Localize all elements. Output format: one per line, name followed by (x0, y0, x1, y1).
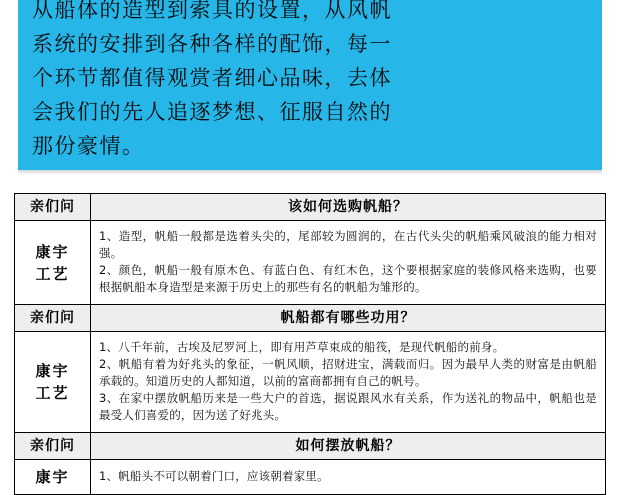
question-label-3: 亲们问 (15, 433, 91, 460)
answer-label-line-1: 康宇 (35, 242, 70, 261)
qa-table (14, 193, 606, 495)
question-label-2: 亲们问 (15, 305, 91, 332)
banner-line-2: 系统的安排到各种各样的配饰，每一 (32, 32, 392, 56)
table-row (15, 433, 606, 460)
banner-line-3: 个环节都值得观赏者细心品味，去体 (32, 66, 392, 90)
answer-paragraph: 1、造型，帆船一般都是选着头尖的，尾部较为圆润的，在古代头尖的帆船乘风破浪的能力相对强。 (99, 229, 597, 260)
answer-paragraph: 1、帆船头不可以朝着门口，应该朝着家里。 (99, 469, 329, 483)
banner-line-5: 那份豪情。 (32, 134, 145, 158)
question-text-2: 帆船都有哪些功用？ (91, 305, 606, 332)
answer-paragraph: 1、八千年前，古埃及尼罗河上，即有用芦草束成的船筏，是现代帆船的前身。 (99, 340, 505, 354)
answer-text-1 (91, 221, 606, 305)
answer-label-2 (15, 332, 91, 433)
banner-line-1: 从船体的造型到索具的设置，从风帆 (32, 0, 392, 22)
answer-paragraph: 3、在家中摆放帆船历来是一些大户的首选，据说跟风水有关系，作为送礼的物品中，帆船也是最受人们喜爱的，因为送了好兆头。 (99, 391, 597, 422)
answer-label-line-2: 工艺 (35, 384, 70, 402)
qa-table-wrapper (14, 193, 606, 495)
answer-label-1 (15, 221, 91, 305)
answer-text-2 (91, 332, 606, 433)
answer-text-3 (91, 460, 606, 495)
table-row (15, 332, 606, 433)
answer-label-line-1: 康宇 (35, 362, 70, 380)
table-row (15, 194, 606, 221)
banner-shadow (18, 170, 602, 175)
table-row (15, 460, 606, 495)
intro-banner (18, 0, 602, 170)
answer-label-line-1: 康宇 (35, 468, 70, 486)
table-row (15, 305, 606, 332)
answer-paragraph: 2、颜色，帆船一般有原木色、有蓝白色、有红木色，这个要根据家庭的装修风格来选购，也要根据帆船本身造型是来源于历史上的那些有名的帆船为雏形的。 (99, 263, 597, 294)
answer-label-line-2: 工艺 (35, 264, 70, 283)
banner-line-4: 会我们的先人追逐梦想、征服自然的 (32, 100, 392, 124)
table-row (15, 221, 606, 305)
answer-label-3 (15, 460, 91, 495)
answer-paragraph: 2、帆船有着为好兆头的象征，一帆风顺，招财进宝，满载而归。因为最早人类的财富是由帆船承载的。知道历史的人都知道，以前的富商都拥有自己的帆号。 (99, 357, 597, 388)
question-text-1: 该如何选购帆船？ (91, 194, 606, 221)
question-label-1: 亲们问 (15, 194, 91, 221)
question-text-3: 如何摆放帆船？ (91, 433, 606, 460)
